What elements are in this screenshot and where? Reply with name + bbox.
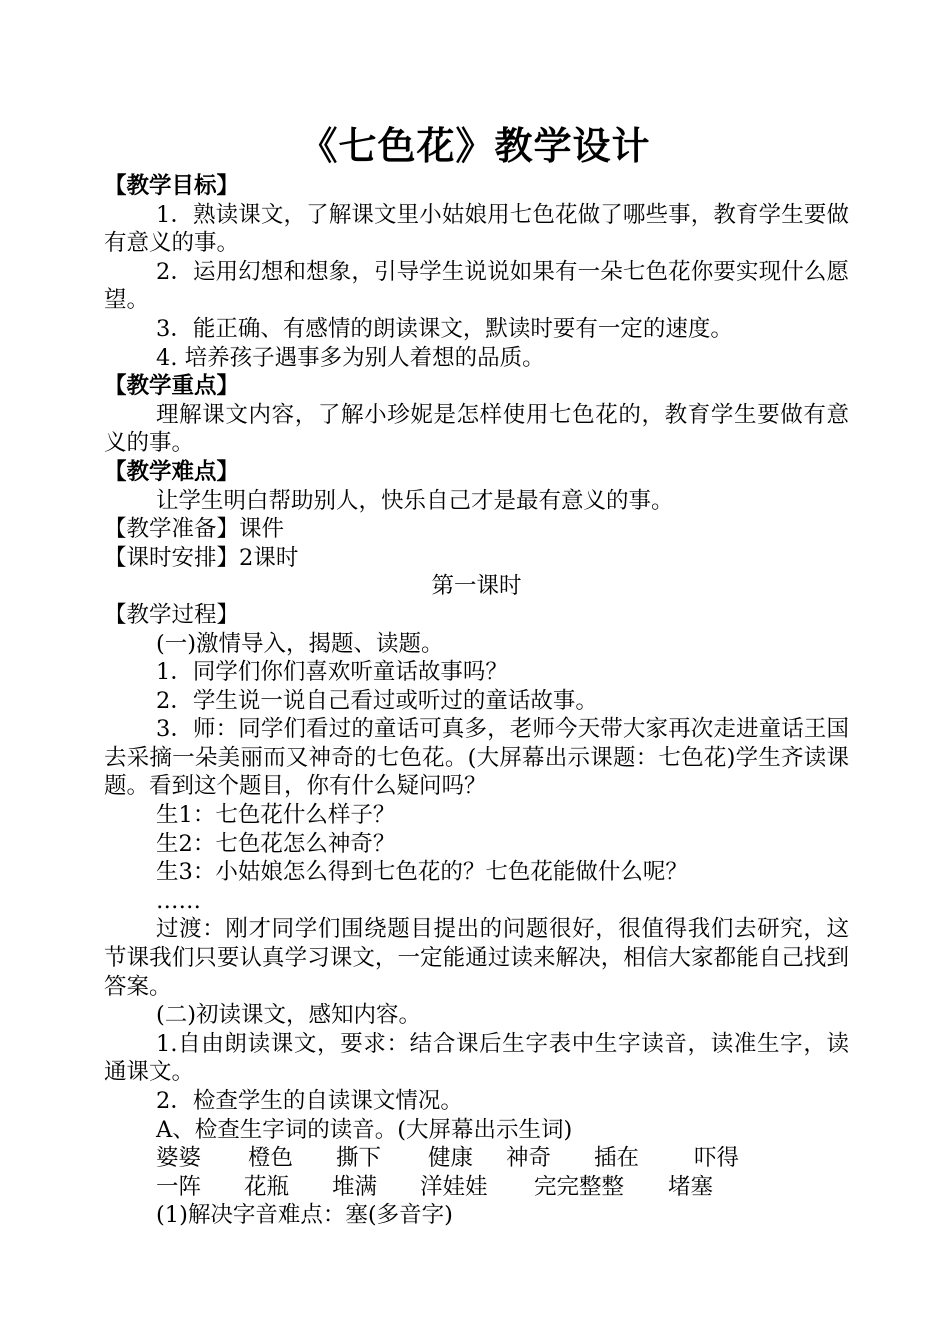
section-heading-process: 【教学过程】 [104,601,240,628]
step-1-item-2: 2．学生说一说自己看过或听过的童话故事。 [156,687,598,714]
vocab-word: 洋娃娃 [420,1173,488,1200]
difficulty-text: 让学生明白帮助别人，快乐自己才是最有意义的事。 [156,487,674,514]
step-2-item-2: 2．检查学生的自读课文情况。 [156,1088,463,1114]
vocab-word: 神奇 [506,1145,552,1172]
step-2-item-a1: (1)解决字音难点：塞(多音字) [156,1202,453,1229]
vocab-word: 花瓶 [244,1173,290,1200]
student-question-3: 生3：小姑娘怎么得到七色花的？七色花能做什么呢？ [156,859,688,886]
section-heading-difficulty: 【教学难点】 [104,458,240,485]
vocab-word: 堆满 [332,1173,378,1200]
section-heading-goals: 【教学目标】 [104,173,240,199]
vocab-word: 婆婆 [156,1145,202,1172]
step-1-item-3: 3．师：同学们看过的童话可真多，老师今天带大家再次走进童话王国去采摘一朵美丽而又神奇的七色花。(大屏幕出示课题：七色花)学生齐读课题。看到这个题目，你有什么疑问吗？ [104,716,849,800]
goal-item-3: 3．能正确、有感情的朗读课文，默读时要有一定的速度。 [156,315,733,342]
vocab-word: 吓得 [694,1145,740,1172]
vocab-word: 一阵 [156,1173,202,1200]
vocab-word: 健康 [428,1145,474,1172]
goal-item-1: 1．熟读课文，了解课文里小姑娘用七色花做了哪些事，教育学生要做有意义的事。 [104,201,849,257]
student-question-1: 生1：七色花什么样子？ [156,802,396,829]
vocab-word: 插在 [594,1145,640,1172]
step-1-heading: (一)激情导入，揭题、读题。 [156,630,444,657]
vocabulary-row-2 [104,1173,849,1202]
vocab-word: 撕下 [336,1145,382,1172]
schedule-line: 【课时安排】2课时 [104,544,299,571]
vocab-word: 橙色 [248,1145,294,1172]
ellipsis: …… [156,887,201,914]
goal-item-2: 2．运用幻想和想象，引导学生说说如果有一朵七色花你要实现什么愿望。 [104,258,849,314]
lesson-title: 第一课时 [431,573,522,600]
step-1-item-1: 1．同学们你们喜欢听童话故事吗？ [156,659,508,686]
step-2-heading: (二)初读课文，感知内容。 [156,1002,422,1029]
goal-item-4: 4. 培养孩子遇事多为别人着想的品质。 [156,344,545,371]
vocab-word: 完完整整 [534,1173,625,1200]
step-2-item-1: 1.自由朗读课文，要求：结合课后生字表中生字读音，读准生字，读通课文。 [104,1030,849,1086]
vocab-word: 堵塞 [668,1173,714,1200]
transition-paragraph: 过渡：刚才同学们围绕题目提出的问题很好，很值得我们去研究，这节课我们只要认真学习课文，一定能通过读来解决，相信大家都能自己找到答案。 [104,916,849,1000]
key-point-text: 理解课文内容，了解小珍妮是怎样使用七色花的，教育学生要做有意义的事。 [104,401,849,457]
vocabulary-row-1 [104,1144,849,1173]
step-2-item-a: A、检查生字词的读音。(大屏幕出示生词) [156,1116,573,1143]
document-title: 《七色花》教学设计 [299,123,651,168]
section-heading-key: 【教学重点】 [104,373,240,400]
student-question-2: 生2：七色花怎么神奇？ [156,830,396,857]
document-body [104,172,849,1230]
preparation-line: 【教学准备】课件 [104,516,285,543]
